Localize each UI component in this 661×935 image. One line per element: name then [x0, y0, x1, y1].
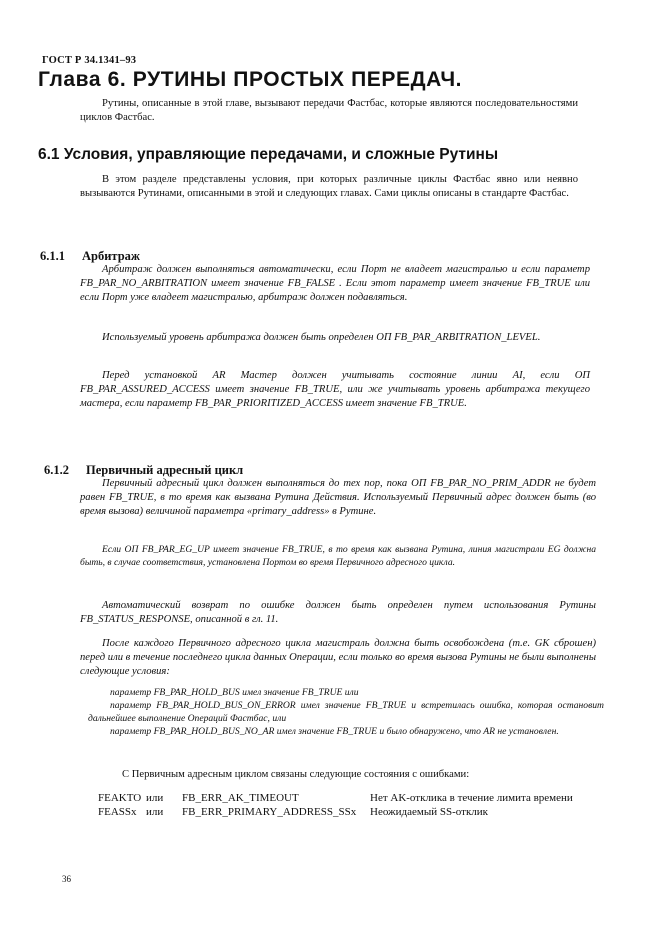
subsection-heading-6-1-2: [44, 463, 243, 478]
subsection-title: Арбитраж: [82, 249, 140, 263]
primary-address-paragraph-2: Если ОП FB_PAR_EG_UP имеет значение FB_TRUE, в то время как вызвана Рутина, линия магистрали EG должна быть, в случае соответствия, установлена Портом во время Первичного адресного цикла.: [80, 544, 596, 568]
error-description: Нет AK-отклика в течение лимита времени: [370, 792, 573, 804]
hold-bus-condition-3: параметр FB_PAR_HOLD_BUS_NO_AR имел значение FB_TRUE и было обнаружено, что AR не установлен.: [110, 726, 559, 737]
chapter-title: Глава 6. РУТИНЫ ПРОСТЫХ ПЕРЕДАЧ.: [38, 68, 463, 91]
subsection-title: Первичный адресный цикл: [86, 463, 244, 477]
primary-address-paragraph-4: После каждого Первичного адресного цикла магистраль должна быть освобождена (т.е. GK сброшен) перед или в течение последнего цикла данных Операции, если только во время вызова Рутины не были выполнены следующие условия:: [80, 638, 596, 677]
section-intro: В этом разделе представлены условия, при которых различные циклы Фастбас явно или неявно вызываются Рутинами, описанными в этой и следующих главах. Сами циклы описаны в стандарте Фастбас.: [80, 174, 578, 199]
subsection-number: 6.1.1: [40, 249, 65, 263]
error-code: FEAKTO: [98, 792, 142, 804]
error-code: FEASSx: [98, 806, 137, 818]
subsection-number: 6.1.2: [44, 463, 69, 477]
section-title: 6.1 Условия, управляющие передачами, и сложные Рутины: [38, 146, 499, 163]
chapter-intro: Рутины, описанные в этой главе, вызывают передачи Фастбас, которые являются последовательностями циклов Фастбас.: [80, 98, 578, 123]
arbitration-paragraph-1: Арбитраж должен выполняться автоматически, если Порт не владеет магистралью и если параметр FB_PAR_NO_ARBITRATION имеет значение FB_FALSE . Если этот параметр имеет значение FB_TRUE или если Порт уже владеет магистралью, арбитраж должен подавляться.: [80, 264, 590, 303]
primary-address-paragraph-3: Автоматический возврат по ошибке должен быть определен путем использования Рутины FB_STATUS_RESPONSE, описанной в гл. 11.: [80, 600, 596, 625]
hold-bus-condition-2: параметр FB_PAR_HOLD_BUS_ON_ERROR имел значение FB_TRUE и встретилась ошибка, которая остановит дальнейшее выполнение Операций Фастбас, или: [88, 700, 604, 724]
error-separator: или: [146, 806, 164, 818]
error-row: [98, 806, 488, 818]
errors-intro: С Первичным адресным циклом связаны следующие состояния с ошибками:: [122, 769, 470, 780]
error-name: FB_ERR_PRIMARY_ADDRESS_SSx: [182, 806, 357, 818]
error-name: FB_ERR_AK_TIMEOUT: [182, 792, 299, 804]
subsection-heading-6-1-1: [40, 249, 140, 264]
hold-bus-condition-1: параметр FB_PAR_HOLD_BUS имел значение FB_TRUE или: [110, 687, 359, 698]
error-description: Неожидаемый SS-отклик: [370, 806, 489, 818]
document-header: ГОСТ Р 34.1341–93: [42, 55, 137, 66]
error-separator: или: [146, 792, 164, 804]
page-number: 36: [62, 874, 71, 884]
arbitration-paragraph-2: Используемый уровень арбитража должен быть определен ОП FB_PAR_ARBITRATION_LEVEL.: [102, 332, 541, 343]
primary-address-paragraph-1: Первичный адресный цикл должен выполняться до тех пор, пока ОП FB_PAR_NO_PRIM_ADDR не будет равен FB_TRUE, в то время как вызвана Рутина Действия. Используемый Первичный адрес должен быть (во время вызова) величиной параметра «primary_address» в Рутине.: [80, 478, 596, 517]
arbitration-paragraph-3: Перед установкой AR Мастер должен учитывать состояние линии AI, если ОП FB_PAR_ASSURED_ACCESS имеет значение FB_TRUE, или же учитывать уровень арбитража текущего мастера, если параметр FB_PAR_PRIORITIZED_ACCESS имеет значение FB_TRUE.: [80, 370, 590, 409]
error-row: [98, 792, 573, 804]
